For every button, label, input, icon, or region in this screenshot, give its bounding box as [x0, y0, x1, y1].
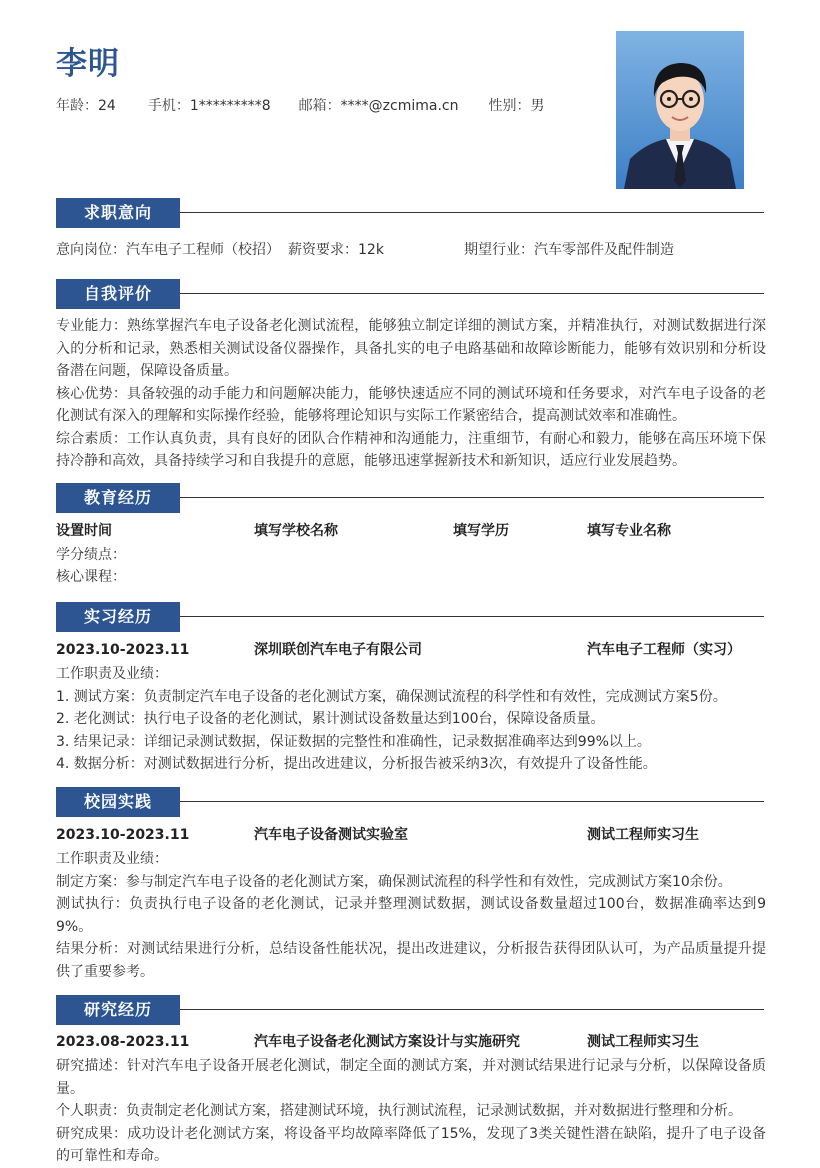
education-major: 填写专业名称	[587, 523, 671, 539]
basic-info-row	[56, 95, 568, 115]
education-row	[56, 520, 764, 542]
internship-row	[56, 639, 764, 661]
education-gpa: 学分绩点：	[56, 547, 126, 563]
section-divider	[180, 616, 764, 617]
campus-item: 制定方案：参与制定汽车电子设备的老化测试方案，确保测试流程的科学性和有效性，完成测试方案10余份。	[56, 873, 732, 890]
section-header-research	[56, 995, 764, 1025]
gender-info: 性别：男	[488, 98, 545, 114]
research-item: 研究成果：成功设计老化测试方案，将设备平均故障率降低了15%，发现了3类关键性潜在缺陷，提升了电子设备的可靠性和寿命。	[56, 1125, 766, 1164]
education-courses: 核心课程：	[56, 569, 126, 585]
campus-item: 结果分析：对测试结果进行分析，总结设备性能状况，提出改进建议，分析报告获得团队认可，为产品质量提升提供了重要参考。	[56, 941, 766, 980]
section-divider	[180, 801, 764, 802]
campus-intro: 工作职责及业绩：	[56, 851, 168, 867]
intent-industry: 期望行业：汽车零部件及配件制造	[464, 242, 674, 258]
internship-intro: 工作职责及业绩：	[56, 666, 168, 682]
self-eval-text	[56, 315, 766, 473]
section-title: 求职意向	[56, 198, 180, 228]
section-title: 研究经历	[56, 995, 180, 1025]
phone-info: 手机：1*********8	[147, 98, 271, 114]
intent-row	[56, 239, 764, 261]
internship-item: 1. 测试方案：负责制定汽车电子设备的老化测试方案，确保测试流程的科学性和有效性，完成测试方案5份。	[56, 688, 727, 705]
campus-role: 测试工程师实习生	[587, 827, 699, 843]
research-project: 汽车电子设备老化测试方案设计与实施研究	[254, 1034, 520, 1050]
campus-org: 汽车电子设备测试实验室	[254, 827, 408, 843]
education-school: 填写学校名称	[254, 523, 338, 539]
section-title: 自我评价	[56, 279, 180, 309]
education-time: 设置时间	[56, 523, 112, 539]
campus-row	[56, 824, 764, 846]
candidate-name: 李明	[56, 46, 120, 82]
section-title: 校园实践	[56, 787, 180, 817]
section-title: 教育经历	[56, 483, 180, 513]
section-title: 实习经历	[56, 602, 180, 632]
intent-position: 意向岗位：汽车电子工程师（校招）	[56, 242, 280, 258]
section-header-education	[56, 483, 764, 513]
section-header-internship	[56, 602, 764, 632]
internship-company: 深圳联创汽车电子有限公司	[254, 642, 422, 658]
profile-photo	[616, 31, 744, 189]
research-role: 测试工程师实习生	[587, 1034, 699, 1050]
education-degree: 填写学历	[453, 523, 509, 539]
age-info: 年龄：24	[56, 98, 116, 114]
section-divider	[180, 293, 764, 294]
portrait-image	[616, 31, 744, 189]
email-info: 邮箱：****@zcmima.cn	[298, 98, 459, 114]
section-divider	[180, 497, 764, 498]
internship-time: 2023.10-2023.11	[56, 642, 190, 658]
intent-salary: 薪资要求：12k	[288, 242, 384, 258]
campus-item: 测试执行：负责执行电子设备的老化测试，记录并整理测试数据，测试设备数量超过100台，数据准确率达到99%。	[56, 896, 766, 935]
campus-time: 2023.10-2023.11	[56, 827, 190, 843]
section-header-campus	[56, 787, 764, 817]
section-divider	[180, 1009, 764, 1010]
section-header-intent	[56, 198, 764, 228]
section-header-self-eval	[56, 279, 764, 309]
internship-role: 汽车电子工程师（实习）	[587, 642, 741, 658]
self-eval-paragraph: 专业能力：熟练掌握汽车电子设备老化测试流程，能够独立制定详细的测试方案，并精准执行，对测试数据进行深入的分析和记录，熟悉相关测试设备仪器操作，具备扎实的电子电路基础和故障诊断能力，能够有效识别和分析设备潜在问题，保障设备质量。	[56, 318, 766, 379]
internship-item: 2. 老化测试：执行电子设备的老化测试，累计测试设备数量达到100台，保障设备质量。	[56, 711, 605, 727]
self-eval-paragraph: 核心优势：具备较强的动手能力和问题解决能力，能够快速适应不同的测试环境和任务要求，对汽车电子设备的老化测试有深入的理解和实际操作经验，能够将理论知识与实际工作紧密结合，提高测试效率和准确性。	[56, 385, 766, 424]
self-eval-paragraph: 综合素质：工作认真负责，具有良好的团队合作精神和沟通能力，注重细节，有耐心和毅力，能够在高压环境下保持冷静和高效，具备持续学习和自我提升的意愿，能够迅速掌握新技术和新知识，适应行业发展趋势。	[56, 430, 766, 469]
section-divider	[180, 212, 764, 213]
internship-item: 4. 数据分析：对测试数据进行分析，提出改进建议，分析报告被采纳3次，有效提升了设备性能。	[56, 756, 657, 772]
research-details	[56, 1055, 766, 1168]
research-time: 2023.08-2023.11	[56, 1034, 190, 1050]
research-item: 个人职责：负责制定老化测试方案，搭建测试环境，执行测试流程，记录测试数据，并对数据进行整理和分析。	[56, 1103, 742, 1119]
campus-details	[56, 848, 766, 983]
internship-item: 3. 结果记录：详细记录测试数据，保证数据的完整性和准确性，记录数据准确率达到99%以上。	[56, 733, 651, 750]
internship-details	[56, 663, 766, 776]
research-row	[56, 1031, 764, 1053]
research-item: 研究描述：针对汽车电子设备开展老化测试，制定全面的测试方案，并对测试结果进行记录与分析，以保障设备质量。	[56, 1058, 766, 1097]
